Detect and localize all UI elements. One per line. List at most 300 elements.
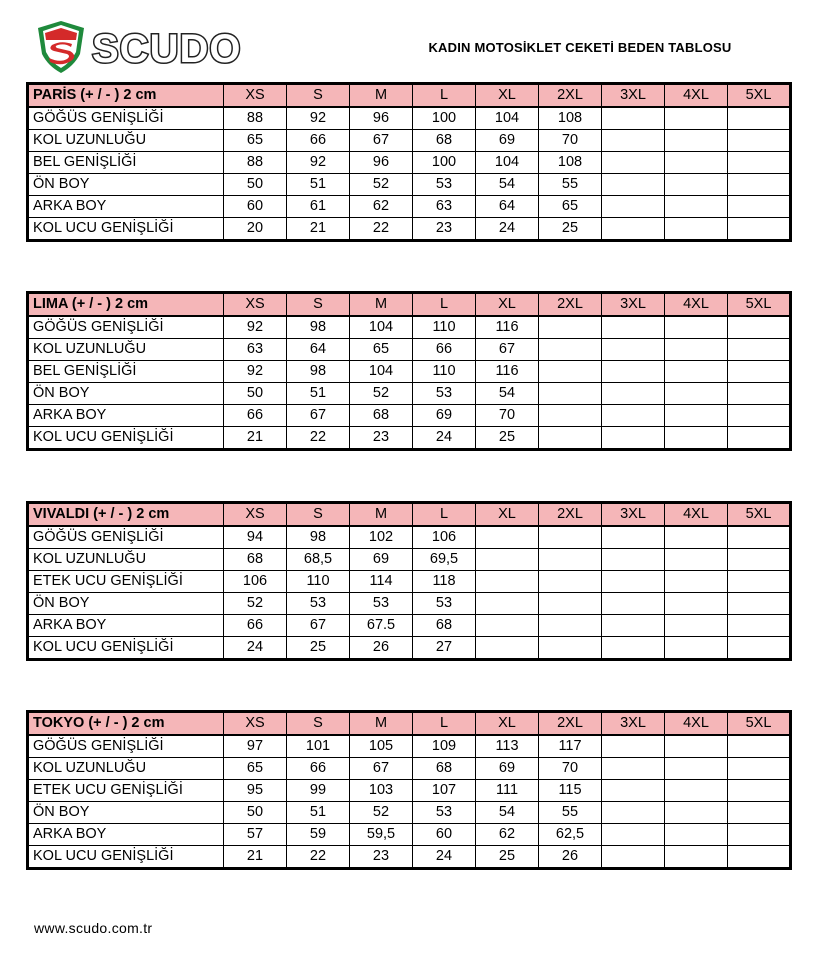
- table-row: [28, 427, 791, 450]
- shield-icon: [38, 21, 84, 73]
- measurement-label: ARKA BOY: [28, 196, 224, 218]
- size-header-cell: XS: [224, 503, 287, 527]
- measurement-value: 67: [287, 405, 350, 427]
- measurement-value: [602, 593, 665, 615]
- measurement-value: 114: [350, 571, 413, 593]
- measurement-label: GÖĞÜS GENİŞLİĞİ: [28, 526, 224, 549]
- measurement-label: BEL GENİŞLİĞİ: [28, 152, 224, 174]
- measurement-value: 69: [350, 549, 413, 571]
- measurement-value: 88: [224, 107, 287, 130]
- measurement-value: [602, 339, 665, 361]
- size-table: [26, 82, 792, 242]
- measurement-value: [602, 802, 665, 824]
- size-header-cell: 4XL: [665, 293, 728, 317]
- measurement-value: [728, 758, 791, 780]
- measurement-value: 59,5: [350, 824, 413, 846]
- measurement-value: 102: [350, 526, 413, 549]
- measurement-value: 100: [413, 107, 476, 130]
- measurement-value: [665, 339, 728, 361]
- table-row: [28, 637, 791, 660]
- measurement-value: 25: [476, 427, 539, 450]
- table-row: [28, 802, 791, 824]
- measurement-value: 25: [476, 846, 539, 869]
- size-header-cell: 2XL: [539, 503, 602, 527]
- measurement-value: [665, 526, 728, 549]
- measurement-value: 50: [224, 174, 287, 196]
- measurement-value: [665, 846, 728, 869]
- measurement-value: 69: [476, 758, 539, 780]
- table-row: [28, 735, 791, 758]
- measurement-value: 65: [350, 339, 413, 361]
- measurement-value: [728, 549, 791, 571]
- measurement-value: 69: [413, 405, 476, 427]
- measurement-label: KOL UZUNLUĞU: [28, 130, 224, 152]
- measurement-value: 111: [476, 780, 539, 802]
- measurement-value: [602, 571, 665, 593]
- measurement-value: [665, 196, 728, 218]
- measurement-value: [728, 571, 791, 593]
- size-header-cell: 3XL: [602, 712, 665, 736]
- measurement-value: 53: [413, 802, 476, 824]
- measurement-value: 104: [476, 152, 539, 174]
- size-header-cell: L: [413, 712, 476, 736]
- measurement-label: KOL UCU GENİŞLİĞİ: [28, 218, 224, 241]
- measurement-value: 88: [224, 152, 287, 174]
- table-row: [28, 846, 791, 869]
- measurement-value: [728, 427, 791, 450]
- measurement-value: 24: [224, 637, 287, 660]
- measurement-value: 97: [224, 735, 287, 758]
- size-header-row: [28, 712, 791, 736]
- measurement-value: [602, 615, 665, 637]
- size-header-cell: XL: [476, 293, 539, 317]
- measurement-value: 92: [287, 107, 350, 130]
- size-header-cell: S: [287, 712, 350, 736]
- measurement-value: 100: [413, 152, 476, 174]
- size-header-cell: XL: [476, 503, 539, 527]
- measurement-value: [665, 427, 728, 450]
- measurement-value: 107: [413, 780, 476, 802]
- table-row: [28, 361, 791, 383]
- measurement-value: 68: [413, 615, 476, 637]
- table-row: [28, 339, 791, 361]
- measurement-value: [602, 174, 665, 196]
- table-row: [28, 107, 791, 130]
- measurement-value: [476, 593, 539, 615]
- measurement-value: [665, 405, 728, 427]
- size-header-cell: S: [287, 84, 350, 108]
- measurement-value: [602, 196, 665, 218]
- measurement-value: 50: [224, 802, 287, 824]
- measurement-value: [728, 316, 791, 339]
- measurement-value: 54: [476, 383, 539, 405]
- measurement-value: 21: [224, 846, 287, 869]
- measurement-value: 26: [539, 846, 602, 869]
- measurement-value: 67: [350, 758, 413, 780]
- size-header-row: [28, 84, 791, 108]
- measurement-value: 94: [224, 526, 287, 549]
- measurement-label: ARKA BOY: [28, 615, 224, 637]
- size-header-cell: S: [287, 293, 350, 317]
- measurement-value: [665, 361, 728, 383]
- measurement-value: [539, 316, 602, 339]
- size-header-cell: 3XL: [602, 84, 665, 108]
- size-header-cell: 5XL: [728, 712, 791, 736]
- model-name: PARİS (+ / - ) 2 cm: [28, 84, 224, 108]
- measurement-value: [665, 152, 728, 174]
- table-row: [28, 824, 791, 846]
- measurement-value: 52: [224, 593, 287, 615]
- measurement-value: 52: [350, 383, 413, 405]
- measurement-value: 62,5: [539, 824, 602, 846]
- scudo-logo: [34, 20, 304, 74]
- size-header-cell: 2XL: [539, 712, 602, 736]
- measurement-value: 116: [476, 361, 539, 383]
- measurement-label: GÖĞÜS GENİŞLİĞİ: [28, 735, 224, 758]
- measurement-value: 63: [224, 339, 287, 361]
- measurement-value: [728, 846, 791, 869]
- measurement-value: 70: [476, 405, 539, 427]
- measurement-value: 57: [224, 824, 287, 846]
- table-row: [28, 526, 791, 549]
- measurement-label: KOL UZUNLUĞU: [28, 549, 224, 571]
- measurement-value: 68: [224, 549, 287, 571]
- measurement-value: [539, 571, 602, 593]
- measurement-label: ÖN BOY: [28, 593, 224, 615]
- measurement-value: 21: [287, 218, 350, 241]
- measurement-value: [728, 824, 791, 846]
- measurement-value: 106: [413, 526, 476, 549]
- measurement-value: 61: [287, 196, 350, 218]
- measurement-label: KOL UCU GENİŞLİĞİ: [28, 846, 224, 869]
- measurement-value: [539, 615, 602, 637]
- size-header-cell: 3XL: [602, 503, 665, 527]
- measurement-value: 21: [224, 427, 287, 450]
- measurement-value: 96: [350, 152, 413, 174]
- measurement-value: [539, 526, 602, 549]
- measurement-value: 25: [539, 218, 602, 241]
- measurement-value: 59: [287, 824, 350, 846]
- measurement-value: [602, 637, 665, 660]
- measurement-value: 60: [413, 824, 476, 846]
- measurement-value: [602, 824, 665, 846]
- measurement-value: 63: [413, 196, 476, 218]
- measurement-value: 67: [287, 615, 350, 637]
- measurement-value: 92: [224, 316, 287, 339]
- measurement-value: 22: [350, 218, 413, 241]
- measurement-value: 104: [350, 316, 413, 339]
- model-name: TOKYO (+ / - ) 2 cm: [28, 712, 224, 736]
- measurement-value: [602, 780, 665, 802]
- measurement-value: [602, 735, 665, 758]
- measurement-value: [665, 383, 728, 405]
- table-row: [28, 615, 791, 637]
- measurement-value: 66: [287, 130, 350, 152]
- measurement-value: 53: [413, 174, 476, 196]
- measurement-value: 104: [476, 107, 539, 130]
- measurement-value: 25: [287, 637, 350, 660]
- measurement-label: KOL UCU GENİŞLİĞİ: [28, 427, 224, 450]
- size-header-cell: M: [350, 84, 413, 108]
- table-row: [28, 549, 791, 571]
- measurement-value: 24: [413, 846, 476, 869]
- measurement-value: 53: [413, 383, 476, 405]
- measurement-value: 52: [350, 802, 413, 824]
- measurement-value: 22: [287, 846, 350, 869]
- measurement-value: 51: [287, 174, 350, 196]
- measurement-value: 55: [539, 802, 602, 824]
- measurement-value: [728, 780, 791, 802]
- measurement-value: 53: [413, 593, 476, 615]
- measurement-value: [539, 637, 602, 660]
- table-row: [28, 152, 791, 174]
- measurement-value: 67: [476, 339, 539, 361]
- measurement-value: [665, 107, 728, 130]
- measurement-value: 69,5: [413, 549, 476, 571]
- measurement-value: 96: [350, 107, 413, 130]
- measurement-label: ARKA BOY: [28, 405, 224, 427]
- measurement-value: [728, 735, 791, 758]
- size-header-cell: 3XL: [602, 293, 665, 317]
- measurement-label: GÖĞÜS GENİŞLİĞİ: [28, 316, 224, 339]
- size-table: [26, 501, 792, 661]
- measurement-value: [539, 405, 602, 427]
- measurement-value: 69: [476, 130, 539, 152]
- measurement-value: [539, 383, 602, 405]
- measurement-value: 92: [224, 361, 287, 383]
- measurement-value: [602, 427, 665, 450]
- measurement-value: 66: [287, 758, 350, 780]
- measurement-label: ÖN BOY: [28, 383, 224, 405]
- measurement-value: 98: [287, 361, 350, 383]
- measurement-value: [728, 526, 791, 549]
- table-row: [28, 196, 791, 218]
- page-title: KADIN MOTOSİKLET CEKETİ BEDEN TABLOSU: [428, 40, 732, 55]
- size-header-cell: M: [350, 503, 413, 527]
- table-row: [28, 593, 791, 615]
- measurement-value: [665, 130, 728, 152]
- measurement-value: 108: [539, 152, 602, 174]
- measurement-value: 23: [413, 218, 476, 241]
- measurement-value: 70: [539, 130, 602, 152]
- measurement-value: [539, 361, 602, 383]
- measurement-value: 26: [350, 637, 413, 660]
- size-header-cell: 2XL: [539, 84, 602, 108]
- measurement-value: 67: [350, 130, 413, 152]
- measurement-value: [728, 130, 791, 152]
- measurement-label: ARKA BOY: [28, 824, 224, 846]
- measurement-value: 106: [224, 571, 287, 593]
- website-link[interactable]: www.scudo.com.tr: [34, 920, 153, 936]
- measurement-value: 64: [287, 339, 350, 361]
- size-header-row: [28, 293, 791, 317]
- table-row: [28, 130, 791, 152]
- measurement-value: [602, 107, 665, 130]
- measurement-value: 118: [413, 571, 476, 593]
- measurement-value: 24: [476, 218, 539, 241]
- measurement-label: KOL UCU GENİŞLİĞİ: [28, 637, 224, 660]
- measurement-value: 68: [350, 405, 413, 427]
- measurement-value: [539, 427, 602, 450]
- measurement-value: 110: [287, 571, 350, 593]
- measurement-value: 104: [350, 361, 413, 383]
- size-header-cell: 4XL: [665, 712, 728, 736]
- measurement-value: [665, 571, 728, 593]
- size-header-cell: 5XL: [728, 503, 791, 527]
- measurement-value: 52: [350, 174, 413, 196]
- brand-wordmark: SCUDO: [92, 27, 242, 71]
- size-header-cell: M: [350, 293, 413, 317]
- size-header-cell: M: [350, 712, 413, 736]
- measurement-value: [665, 780, 728, 802]
- measurement-value: 68: [413, 130, 476, 152]
- size-header-cell: XS: [224, 712, 287, 736]
- measurement-label: ETEK UCU GENİŞLİĞİ: [28, 780, 224, 802]
- size-header-cell: L: [413, 503, 476, 527]
- size-header-row: [28, 503, 791, 527]
- measurement-value: 92: [287, 152, 350, 174]
- measurement-value: [728, 152, 791, 174]
- measurement-value: 53: [287, 593, 350, 615]
- model-name: LIMA (+ / - ) 2 cm: [28, 293, 224, 317]
- size-header-cell: XS: [224, 293, 287, 317]
- measurement-value: 65: [224, 758, 287, 780]
- table-row: [28, 758, 791, 780]
- measurement-value: [602, 846, 665, 869]
- measurement-value: [728, 339, 791, 361]
- measurement-value: [539, 339, 602, 361]
- measurement-value: 101: [287, 735, 350, 758]
- measurement-value: [728, 196, 791, 218]
- measurement-value: [728, 383, 791, 405]
- measurement-value: 115: [539, 780, 602, 802]
- size-header-cell: 5XL: [728, 293, 791, 317]
- measurement-value: [539, 549, 602, 571]
- measurement-label: ÖN BOY: [28, 802, 224, 824]
- measurement-value: 117: [539, 735, 602, 758]
- measurement-value: 70: [539, 758, 602, 780]
- measurement-value: [476, 615, 539, 637]
- measurement-value: [728, 637, 791, 660]
- size-header-cell: L: [413, 293, 476, 317]
- measurement-value: 65: [539, 196, 602, 218]
- measurement-value: 66: [224, 405, 287, 427]
- model-name: VIVALDI (+ / - ) 2 cm: [28, 503, 224, 527]
- table-row: [28, 383, 791, 405]
- measurement-value: [602, 218, 665, 241]
- measurement-value: 110: [413, 316, 476, 339]
- measurement-value: [602, 758, 665, 780]
- measurement-value: [665, 735, 728, 758]
- measurement-value: 113: [476, 735, 539, 758]
- measurement-value: [728, 405, 791, 427]
- measurement-value: [728, 615, 791, 637]
- measurement-value: 109: [413, 735, 476, 758]
- measurement-value: [665, 174, 728, 196]
- measurement-value: 23: [350, 846, 413, 869]
- measurement-value: 68,5: [287, 549, 350, 571]
- measurement-value: [665, 316, 728, 339]
- measurement-value: 116: [476, 316, 539, 339]
- measurement-value: [602, 152, 665, 174]
- measurement-value: 54: [476, 174, 539, 196]
- size-header-cell: S: [287, 503, 350, 527]
- measurement-value: 108: [539, 107, 602, 130]
- measurement-value: 54: [476, 802, 539, 824]
- measurement-value: 55: [539, 174, 602, 196]
- measurement-value: 50: [224, 383, 287, 405]
- measurement-value: 98: [287, 316, 350, 339]
- measurement-value: [665, 637, 728, 660]
- measurement-value: [602, 130, 665, 152]
- measurement-value: [728, 802, 791, 824]
- measurement-label: BEL GENİŞLİĞİ: [28, 361, 224, 383]
- measurement-value: [476, 526, 539, 549]
- measurement-value: [602, 526, 665, 549]
- table-row: [28, 571, 791, 593]
- measurement-value: [728, 174, 791, 196]
- measurement-value: 51: [287, 383, 350, 405]
- measurement-value: [476, 637, 539, 660]
- table-row: [28, 316, 791, 339]
- measurement-value: [665, 218, 728, 241]
- measurement-label: ÖN BOY: [28, 174, 224, 196]
- measurement-value: 27: [413, 637, 476, 660]
- measurement-value: [665, 802, 728, 824]
- measurement-label: KOL UZUNLUĞU: [28, 758, 224, 780]
- table-row: [28, 218, 791, 241]
- measurement-value: [602, 361, 665, 383]
- measurement-value: 53: [350, 593, 413, 615]
- measurement-label: KOL UZUNLUĞU: [28, 339, 224, 361]
- size-header-cell: L: [413, 84, 476, 108]
- measurement-value: 110: [413, 361, 476, 383]
- size-table: [26, 710, 792, 870]
- measurement-value: [728, 107, 791, 130]
- measurement-value: 65: [224, 130, 287, 152]
- size-table: [26, 291, 792, 451]
- measurement-value: 51: [287, 802, 350, 824]
- measurement-value: [476, 571, 539, 593]
- measurement-value: 105: [350, 735, 413, 758]
- size-header-cell: XL: [476, 712, 539, 736]
- size-header-cell: 5XL: [728, 84, 791, 108]
- measurement-value: 24: [413, 427, 476, 450]
- measurement-value: [665, 593, 728, 615]
- measurement-value: [665, 549, 728, 571]
- measurement-value: 20: [224, 218, 287, 241]
- measurement-value: 22: [287, 427, 350, 450]
- measurement-value: 62: [350, 196, 413, 218]
- measurement-value: 98: [287, 526, 350, 549]
- measurement-value: [665, 615, 728, 637]
- size-header-cell: 4XL: [665, 84, 728, 108]
- measurement-value: [476, 549, 539, 571]
- measurement-value: [665, 758, 728, 780]
- measurement-value: 23: [350, 427, 413, 450]
- measurement-value: [539, 593, 602, 615]
- measurement-value: 64: [476, 196, 539, 218]
- measurement-value: [728, 218, 791, 241]
- size-header-cell: XL: [476, 84, 539, 108]
- table-row: [28, 174, 791, 196]
- measurement-value: [602, 405, 665, 427]
- measurement-value: 103: [350, 780, 413, 802]
- measurement-value: 99: [287, 780, 350, 802]
- measurement-value: 68: [413, 758, 476, 780]
- measurement-value: [665, 824, 728, 846]
- measurement-value: 66: [224, 615, 287, 637]
